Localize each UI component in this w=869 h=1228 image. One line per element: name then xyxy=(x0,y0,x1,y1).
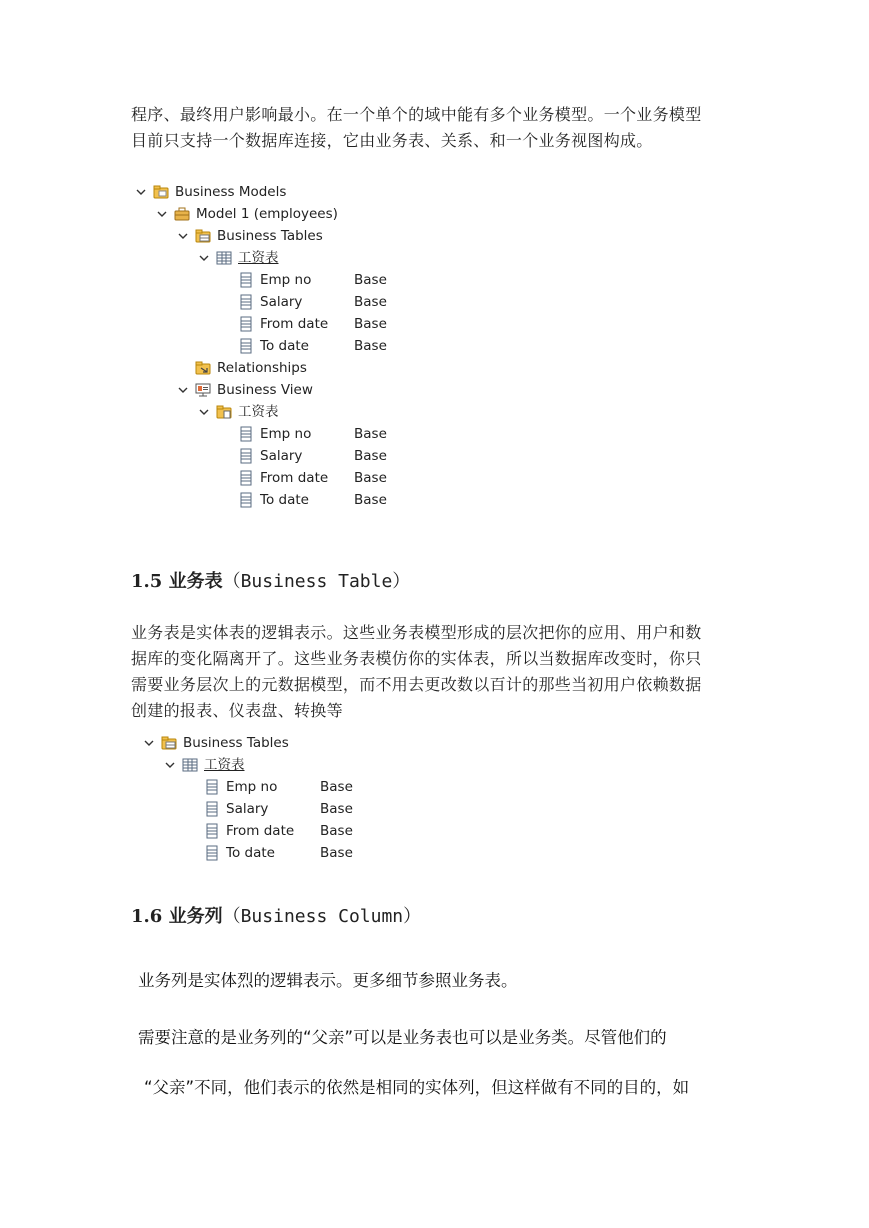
chevron-down-icon[interactable] xyxy=(135,181,147,203)
section-1-5-heading xyxy=(131,567,410,593)
tree-label: 工资表 xyxy=(238,404,279,420)
column-type: Base xyxy=(354,470,387,486)
column-name: Emp no xyxy=(226,779,278,795)
tree-node-view-table[interactable] xyxy=(198,401,279,423)
chevron-down-icon[interactable] xyxy=(198,247,210,269)
tree-node-table[interactable] xyxy=(198,247,279,269)
column-icon xyxy=(204,801,220,817)
column-name: To date xyxy=(260,492,309,508)
column-name: From date xyxy=(260,470,329,486)
tree-node-view-column[interactable] xyxy=(238,467,398,489)
tree-node-business-tables[interactable] xyxy=(177,225,323,247)
column-name: Salary xyxy=(260,294,303,310)
tree-node-business-models[interactable] xyxy=(135,181,286,203)
business-tables-folder-icon xyxy=(161,735,177,751)
chevron-down-icon[interactable] xyxy=(198,401,210,423)
tree-node-view-column[interactable] xyxy=(238,489,398,511)
column-icon xyxy=(238,316,254,332)
table-grid-icon xyxy=(216,250,232,266)
column-icon xyxy=(238,272,254,288)
business-tables-folder-icon xyxy=(195,228,211,244)
table-grid-icon xyxy=(182,757,198,773)
business-view-monitor-icon xyxy=(195,382,211,398)
column-name: Salary xyxy=(226,801,269,817)
column-type: Base xyxy=(354,338,387,354)
tree-node-view-column[interactable] xyxy=(238,445,398,467)
column-icon xyxy=(204,779,220,795)
chevron-down-icon[interactable] xyxy=(177,379,189,401)
column-type: Base xyxy=(320,779,353,795)
tree-node-business-view[interactable] xyxy=(177,379,313,401)
column-type: Base xyxy=(354,272,387,288)
column-name: Salary xyxy=(260,448,303,464)
chevron-down-icon[interactable] xyxy=(164,754,176,776)
tree-node-relationships[interactable] xyxy=(195,357,307,379)
column-name: From date xyxy=(260,316,329,332)
section-1-6-heading xyxy=(131,902,421,928)
tree-node-column[interactable] xyxy=(204,820,364,842)
column-icon xyxy=(238,448,254,464)
column-type: Base xyxy=(354,492,387,508)
intro-line-1: 程序、最终用户影响最小。在一个单个的域中能有多个业务模型。一个业务模型 xyxy=(131,105,702,124)
section-1-6-paragraph-1: 业务列是实体烈的逻辑表示。更多细节参照业务表。 xyxy=(138,971,518,990)
tree-node-column[interactable] xyxy=(238,269,398,291)
column-type: Base xyxy=(320,823,353,839)
heading-english: （Business Table） xyxy=(222,571,411,592)
column-icon xyxy=(238,338,254,354)
heading-number: 1.5 业务表 xyxy=(131,571,223,592)
business-models-folder-icon xyxy=(153,184,169,200)
para-line: 据库的变化隔离开了。这些业务表模仿你的实体表，所以当数据库改变时，你只 xyxy=(131,649,702,668)
intro-paragraph xyxy=(131,102,741,154)
tree-node-table[interactable] xyxy=(164,754,245,776)
column-name: To date xyxy=(226,845,275,861)
tree-label: 工资表 xyxy=(238,250,279,266)
column-icon xyxy=(204,845,220,861)
column-name: Emp no xyxy=(260,426,312,442)
column-type: Base xyxy=(354,426,387,442)
column-type: Base xyxy=(354,316,387,332)
section-1-6-paragraph-2: 需要注意的是业务列的“父亲”可以是业务表也可以是业务类。尽管他们的 xyxy=(138,1028,667,1047)
column-name: From date xyxy=(226,823,295,839)
tree-node-column[interactable] xyxy=(238,313,398,335)
para-line: 创建的报表、仪表盘、转换等 xyxy=(131,701,343,720)
heading-number: 1.6 业务列 xyxy=(131,906,223,927)
chevron-down-icon[interactable] xyxy=(156,203,168,225)
model-briefcase-icon xyxy=(174,206,190,222)
tree-node-column[interactable] xyxy=(204,842,364,864)
para-line: 业务表是实体表的逻辑表示。这些业务表模型形成的层次把你的应用、用户和数 xyxy=(131,623,702,642)
tree-label: Business Tables xyxy=(183,735,289,751)
column-type: Base xyxy=(354,294,387,310)
column-icon xyxy=(238,492,254,508)
section-1-6-paragraph-3: “父亲”不同，他们表示的依然是相同的实体列，但这样做有不同的目的，如 xyxy=(144,1078,690,1097)
column-type: Base xyxy=(354,448,387,464)
column-icon xyxy=(238,426,254,442)
tree-node-business-tables[interactable] xyxy=(143,732,289,754)
category-folder-icon xyxy=(216,404,232,420)
chevron-down-icon[interactable] xyxy=(177,225,189,247)
heading-english: （Business Column） xyxy=(222,906,422,927)
relationships-folder-icon xyxy=(195,360,211,376)
tree-label: Relationships xyxy=(217,360,307,376)
tree-node-view-column[interactable] xyxy=(238,423,398,445)
tree-node-column[interactable] xyxy=(238,291,398,313)
section-1-5-paragraph xyxy=(131,620,741,724)
intro-line-2: 目前只支持一个数据库连接，它由业务表、关系、和一个业务视图构成。 xyxy=(131,131,653,150)
tree-label: Business Tables xyxy=(217,228,323,244)
column-name: To date xyxy=(260,338,309,354)
column-type: Base xyxy=(320,801,353,817)
tree-node-column[interactable] xyxy=(238,335,398,357)
tree-label: 工资表 xyxy=(204,757,245,773)
tree-label: Business View xyxy=(217,382,313,398)
tree-node-model[interactable] xyxy=(156,203,338,225)
column-name: Emp no xyxy=(260,272,312,288)
tree-node-column[interactable] xyxy=(204,776,364,798)
tree-label: Business Models xyxy=(175,184,287,200)
tree-label: Model 1 (employees) xyxy=(196,206,338,222)
column-icon xyxy=(204,823,220,839)
tree-node-column[interactable] xyxy=(204,798,364,820)
column-icon xyxy=(238,294,254,310)
chevron-down-icon[interactable] xyxy=(143,732,155,754)
column-type: Base xyxy=(320,845,353,861)
column-icon xyxy=(238,470,254,486)
para-line: 需要业务层次上的元数据模型，而不用去更改数以百计的那些当初用户依赖数据 xyxy=(131,675,702,694)
